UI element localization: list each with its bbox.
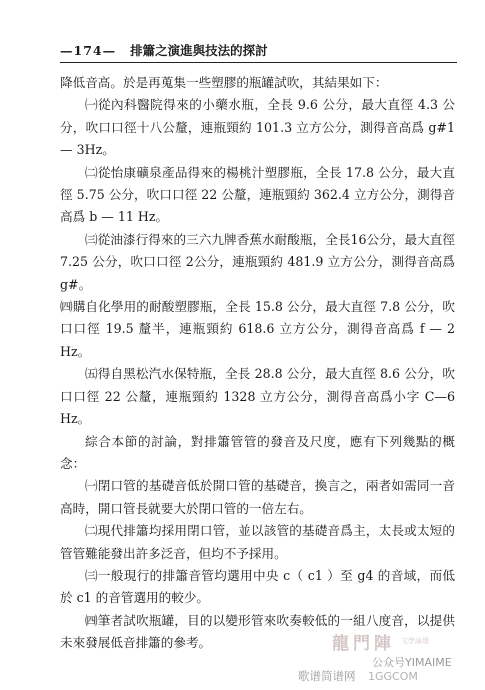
- paragraph-item-3: ㈢從油漆行得來的三六九牌香蕉水耐酸瓶，全長16公分，最大直徑 7.25 公分，吹口口徑 2公分，連瓶頸約 481.9 立方公分，測得音高爲 g#。: [60, 231, 455, 292]
- paragraph-point-4: ㈣筆者試吹瓶罐，目的以變形管來吹奏較低的一組八度音，以提供未來發展低音排簫的參考。: [60, 612, 455, 651]
- page-number: —174—: [60, 42, 117, 58]
- body-text: [60, 72, 455, 655]
- watermark-foot-right: 1GGCOM: [368, 670, 418, 683]
- paragraph-item-2: ㈡從怡康礦泉產品得來的楊桃汁塑膠瓶，全長 17.8 公分，最大直徑 5.75 公分，吹口口徑 22 公釐，連瓶頸約 362.4 立方公分，測得音高爲 b — 11 Hz。: [60, 164, 455, 225]
- paragraph-point-1: ㈠閉口管的基礎音低於開口管的基礎音，換言之，兩者如需同一音高時，開口管長就要大於閉口管的一倍左右。: [60, 478, 455, 516]
- running-title: 排簫之演進與技法的探討: [130, 43, 268, 58]
- watermark-wechat: 公众号YIMAIME: [372, 656, 452, 669]
- paragraph-summary: 綜合本節的討論，對排簫管管的發音及尺度，應有下列幾點的概念：: [60, 433, 455, 471]
- paragraph-item-4: ㈣購自化學用的耐酸塑膠瓶，全長 15.8 公分，最大直徑 7.8 公分，吹口口徑 19.5 釐半，連瓶頸約 618.6 立方公分，測得音高爲 f — 2 Hz。: [60, 299, 455, 359]
- watermark-stamp: [332, 626, 482, 656]
- paragraph-item-5: ㈤得自黑松汽水保特瓶，全長 28.8 公分，最大直徑 8.6 公分，吹口口徑 22 公釐，連瓶頸約 1328 立方公分，測得音高爲小字 C—6 Hz。: [60, 366, 455, 427]
- header-rule: [60, 62, 457, 63]
- watermark-foot-left: 歌谱简谱网: [298, 669, 356, 683]
- stamp-small-text: 文學論壇: [401, 637, 429, 645]
- paragraph-point-3: ㈢一般現行的排簫音管均選用中央 c（ c1 ）至 g4 的音域，而低於 c1 的音管選用的較少。: [60, 567, 455, 606]
- stamp-text: 龍門陣: [332, 633, 395, 654]
- paragraph-item-1: ㈠從內科醫院得來的小藥水瓶，全長 9.6 公分，最大直徑 4.3 公分，吹口口徑十八公釐，連瓶頸約 101.3 立方公分，測得音高爲 g#1 — 3Hz。: [60, 97, 455, 158]
- paragraph-point-2: ㈡現代排簫均採用閉口管，並以該管的基礎音爲主，太長或太短的管管難能發出許多泛音，但均不予採用。: [60, 523, 455, 561]
- page-header: [60, 40, 268, 60]
- paragraph-intro: 降低音高。於是再蒐集一些塑膠的瓶罐試吹，其結果如下：: [60, 75, 388, 90]
